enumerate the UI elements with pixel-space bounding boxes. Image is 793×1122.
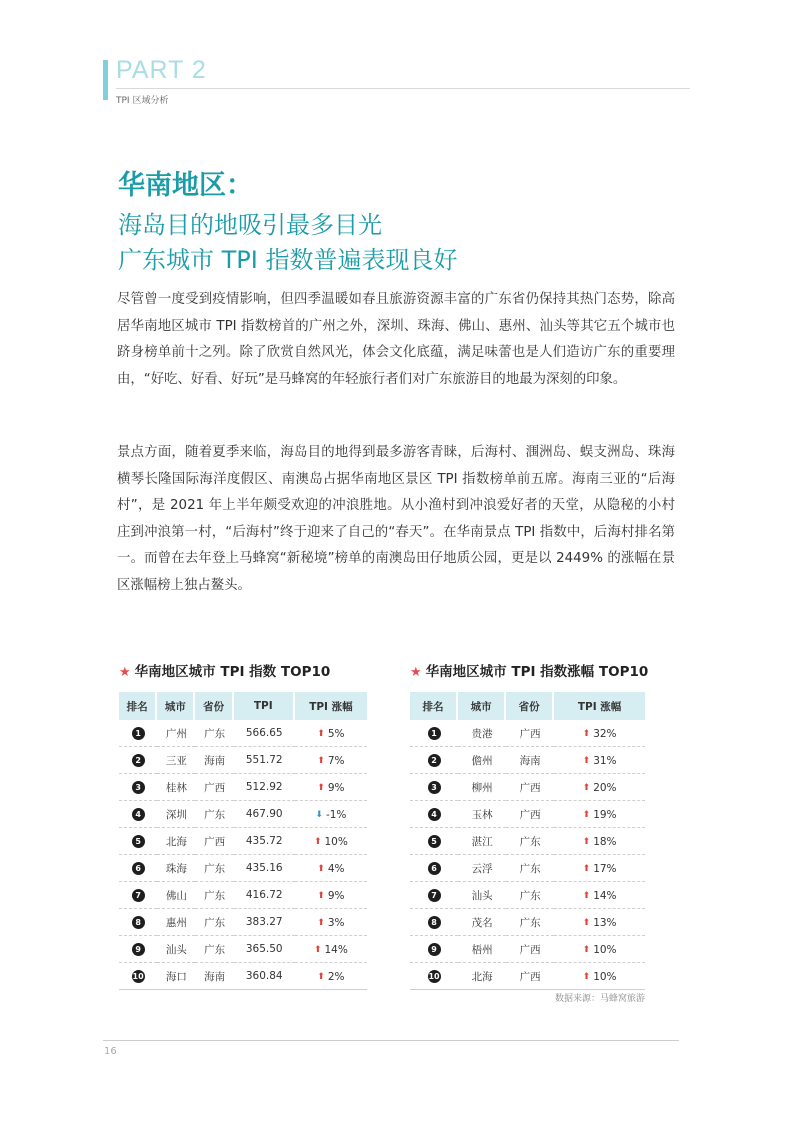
change-cell — [554, 936, 645, 963]
province-cell: 广东 — [195, 855, 233, 882]
city-cell: 珠海 — [157, 855, 195, 882]
column-header: 排名 — [410, 692, 458, 720]
city-cell: 北海 — [458, 963, 506, 990]
arrow-up-icon: ⬆ — [317, 971, 325, 982]
arrow-up-icon: ⬆ — [317, 917, 325, 928]
rank-badge-icon: 2 — [428, 754, 441, 767]
rank-cell — [119, 963, 157, 990]
change-value: 20% — [593, 781, 617, 794]
province-cell: 广西 — [506, 720, 554, 747]
province-cell: 海南 — [195, 747, 233, 774]
change-cell — [295, 747, 367, 774]
city-cell: 三亚 — [157, 747, 195, 774]
rank-cell — [410, 882, 458, 909]
rank-badge-icon: 3 — [132, 781, 145, 794]
province-cell: 广东 — [195, 801, 233, 828]
column-header: TPI — [234, 692, 295, 720]
column-header: TPI 涨幅 — [554, 692, 645, 720]
change-cell — [554, 720, 645, 747]
arrow-up-icon: ⬆ — [317, 782, 325, 793]
change-value: 14% — [593, 889, 617, 902]
city-cell: 广州 — [157, 720, 195, 747]
star-icon: ★ — [410, 665, 422, 680]
rank-cell — [410, 720, 458, 747]
rank-badge-icon: 1 — [428, 727, 441, 740]
footer-divider — [103, 1040, 679, 1041]
city-cell: 茂名 — [458, 909, 506, 936]
rank-badge-icon: 5 — [132, 835, 145, 848]
city-cell: 儋州 — [458, 747, 506, 774]
star-icon: ★ — [119, 665, 131, 680]
table-row — [410, 882, 645, 909]
city-cell: 梧州 — [458, 936, 506, 963]
province-cell: 广东 — [195, 909, 233, 936]
page-number: 16 — [104, 1046, 117, 1057]
rank-cell — [119, 801, 157, 828]
tpi-cell: 416.72 — [234, 882, 295, 909]
column-header: 排名 — [119, 692, 157, 720]
rank-badge-icon: 3 — [428, 781, 441, 794]
column-header: 城市 — [157, 692, 195, 720]
rank-badge-icon: 10 — [428, 971, 440, 981]
table-row — [410, 855, 645, 882]
province-cell: 广西 — [506, 963, 554, 990]
arrow-up-icon: ⬆ — [582, 917, 591, 928]
change-cell — [554, 774, 645, 801]
province-cell: 广西 — [195, 828, 233, 855]
change-value: 17% — [593, 862, 617, 875]
city-cell: 湛江 — [458, 828, 506, 855]
province-cell: 海南 — [195, 963, 233, 990]
arrow-up-icon: ⬆ — [582, 755, 591, 766]
province-cell: 海南 — [506, 747, 554, 774]
rank-cell — [119, 774, 157, 801]
rank-cell — [119, 882, 157, 909]
province-cell: 广东 — [195, 936, 233, 963]
arrow-up-icon: ⬆ — [317, 863, 325, 874]
part-subtitle: TPI 区域分析 — [116, 96, 169, 106]
arrow-up-icon: ⬆ — [317, 890, 325, 901]
city-cell: 佛山 — [157, 882, 195, 909]
city-cell: 北海 — [157, 828, 195, 855]
province-cell: 广西 — [195, 774, 233, 801]
tpi-cell: 467.90 — [234, 801, 295, 828]
change-value: 14% — [324, 943, 348, 956]
rank-cell — [119, 909, 157, 936]
arrow-up-icon: ⬆ — [317, 728, 325, 739]
change-cell — [554, 747, 645, 774]
header-divider — [116, 88, 690, 89]
tpi-cell: 383.27 — [234, 909, 295, 936]
change-cell — [295, 909, 367, 936]
arrow-up-icon: ⬆ — [582, 890, 591, 901]
rank-cell — [410, 774, 458, 801]
city-cell: 云浮 — [458, 855, 506, 882]
rank-cell — [410, 963, 458, 990]
change-cell — [295, 855, 367, 882]
province-cell: 广西 — [506, 774, 554, 801]
province-cell: 广西 — [506, 801, 554, 828]
rank-cell — [119, 936, 157, 963]
province-cell: 广东 — [506, 855, 554, 882]
data-source-note: 数据来源：马蜂窝旅游 — [554, 994, 645, 1004]
rank-badge-icon: 8 — [132, 916, 145, 929]
rank-cell — [410, 909, 458, 936]
rank-badge-icon: 1 — [132, 727, 145, 740]
rank-cell — [410, 747, 458, 774]
province-cell: 广西 — [506, 936, 554, 963]
change-cell — [295, 720, 367, 747]
tpi-cell: 512.92 — [234, 774, 295, 801]
change-cell — [295, 801, 367, 828]
rank-cell — [410, 801, 458, 828]
city-tpi-table-title: ★ 华南地区城市 TPI 指数 TOP10 — [119, 664, 331, 680]
rank-badge-icon: 4 — [428, 808, 441, 821]
change-cell — [554, 882, 645, 909]
column-header: TPI 涨幅 — [295, 692, 367, 720]
city-cell: 玉林 — [458, 801, 506, 828]
rank-cell — [410, 855, 458, 882]
rank-badge-icon: 9 — [428, 943, 441, 956]
part-label: PART 2 — [116, 56, 207, 84]
rank-cell — [410, 828, 458, 855]
body-paragraph-2: 景点方面，随着夏季来临，海岛目的地得到最多游客青睐，后海村、涠洲岛、蜈支洲岛、珠海横琴长隆国际海洋度假区、南澳岛占据华南地区景区 TPI 指数榜单前五席。海南三亚的“后海村”，是 2021 年上半年颇受欢迎的冲浪胜地。从小渔村到冲浪爱好者的天堂，从隐秘的小村庄到冲浪第一村，“后海村”终于迎来了自己的“春天”。在华南景点 TPI 指数中，后海村排名第一。而曾在去年登上马蜂窝“新秘境”榜单的南澳岛田仔地质公园，更是以 2449% 的涨幅在景区涨幅榜上独占鳌头。 — [117, 445, 675, 593]
change-value: 4% — [327, 862, 345, 875]
change-cell — [554, 963, 645, 990]
table-row — [119, 720, 367, 747]
table-row — [410, 828, 645, 855]
province-cell: 广东 — [506, 882, 554, 909]
city-cell: 贵港 — [458, 720, 506, 747]
table-row — [119, 882, 367, 909]
province-cell: 广东 — [506, 828, 554, 855]
change-value: 9% — [327, 889, 345, 902]
rank-badge-icon: 10 — [132, 971, 144, 981]
arrow-up-icon: ⬆ — [582, 944, 591, 955]
table-row — [119, 747, 367, 774]
city-cell: 惠州 — [157, 909, 195, 936]
province-cell: 广东 — [195, 720, 233, 747]
city-tpi-table-block — [119, 660, 367, 990]
table-row — [410, 720, 645, 747]
change-value: 9% — [327, 781, 345, 794]
change-cell — [554, 909, 645, 936]
change-cell — [295, 882, 367, 909]
body-paragraph-1: 尽管曾一度受到疫情影响，但四季温暖如春且旅游资源丰富的广东省仍保持其热门态势，除高居华南地区城市 TPI 指数榜首的广州之外，深圳、珠海、佛山、惠州、汕头等其它五个城市也跻身榜单前十之列。除了欣赏自然风光，体会文化底蕴，满足味蕾也是人们造访广东的重要理由，“好吃、好看、好玩”是马蜂窝的年轻旅行者们对广东旅游目的地最为深刻的印象。 — [117, 292, 675, 387]
rank-badge-icon: 8 — [428, 916, 441, 929]
tpi-cell: 360.84 — [234, 963, 295, 990]
arrow-up-icon: ⬆ — [582, 836, 591, 847]
change-value: -1% — [325, 808, 347, 821]
change-cell — [554, 828, 645, 855]
tpi-cell: 365.50 — [234, 936, 295, 963]
table-row — [410, 963, 645, 990]
section-subtitle-line2: 广东城市 TPI 指数普遍表现良好 — [118, 246, 458, 274]
change-cell — [295, 774, 367, 801]
rank-cell — [119, 855, 157, 882]
city-cell: 汕头 — [157, 936, 195, 963]
section-subtitle-line1: 海岛目的地吸引最多目光 — [118, 211, 382, 239]
tpi-cell: 566.65 — [234, 720, 295, 747]
tpi-cell: 551.72 — [234, 747, 295, 774]
column-header: 省份 — [506, 692, 554, 720]
rank-cell — [119, 828, 157, 855]
table-row — [119, 828, 367, 855]
tpi-cell: 435.72 — [234, 828, 295, 855]
city-tpi-growth-table — [410, 692, 645, 990]
change-cell — [554, 801, 645, 828]
table-row — [410, 774, 645, 801]
change-value: 3% — [327, 916, 345, 929]
section-title: 华南地区： — [118, 170, 253, 201]
city-cell: 海口 — [157, 963, 195, 990]
table-row — [119, 774, 367, 801]
column-header: 城市 — [458, 692, 506, 720]
change-value: 18% — [593, 835, 617, 848]
change-value: 7% — [327, 754, 345, 767]
change-cell — [295, 936, 367, 963]
arrow-down-icon: ⬇ — [315, 809, 323, 820]
province-cell: 广东 — [506, 909, 554, 936]
change-value: 10% — [324, 835, 348, 848]
column-header: 省份 — [195, 692, 233, 720]
arrow-up-icon: ⬆ — [582, 782, 591, 793]
table-row — [119, 855, 367, 882]
rank-cell — [119, 720, 157, 747]
arrow-up-icon: ⬆ — [582, 728, 591, 739]
arrow-up-icon: ⬆ — [582, 809, 591, 820]
arrow-up-icon: ⬆ — [313, 836, 322, 847]
rank-badge-icon: 9 — [132, 943, 145, 956]
change-value: 5% — [327, 727, 345, 740]
rank-badge-icon: 2 — [132, 754, 145, 767]
table-row — [119, 963, 367, 990]
tpi-cell: 435.16 — [234, 855, 295, 882]
rank-badge-icon: 4 — [132, 808, 145, 821]
arrow-up-icon: ⬆ — [582, 863, 591, 874]
table-row — [410, 801, 645, 828]
table-row — [119, 909, 367, 936]
table-row — [119, 936, 367, 963]
province-cell: 广东 — [195, 882, 233, 909]
arrow-up-icon: ⬆ — [317, 755, 325, 766]
change-cell — [295, 828, 367, 855]
rank-cell — [410, 936, 458, 963]
change-value: 2% — [327, 970, 345, 983]
change-cell — [554, 855, 645, 882]
city-cell: 桂林 — [157, 774, 195, 801]
arrow-up-icon: ⬆ — [313, 944, 322, 955]
change-value: 10% — [593, 970, 617, 983]
rank-badge-icon: 5 — [428, 835, 441, 848]
rank-badge-icon: 6 — [428, 862, 441, 875]
change-value: 13% — [593, 916, 617, 929]
table-row — [119, 801, 367, 828]
table-row — [410, 936, 645, 963]
rank-badge-icon: 7 — [132, 889, 145, 902]
change-value: 10% — [593, 943, 617, 956]
table-row — [410, 747, 645, 774]
city-cell: 汕头 — [458, 882, 506, 909]
change-value: 32% — [593, 727, 617, 740]
arrow-up-icon: ⬆ — [582, 971, 591, 982]
table-row — [410, 909, 645, 936]
city-tpi-growth-table-block — [410, 660, 649, 990]
city-cell: 深圳 — [157, 801, 195, 828]
city-tpi-table — [119, 692, 367, 990]
change-value: 31% — [593, 754, 617, 767]
rank-cell — [119, 747, 157, 774]
rank-badge-icon: 6 — [132, 862, 145, 875]
change-value: 19% — [593, 808, 617, 821]
city-tpi-growth-table-title: ★ 华南地区城市 TPI 指数涨幅 TOP10 — [410, 664, 649, 680]
header-accent-bar — [103, 60, 108, 100]
rank-badge-icon: 7 — [428, 889, 441, 902]
city-cell: 柳州 — [458, 774, 506, 801]
change-cell — [295, 963, 367, 990]
